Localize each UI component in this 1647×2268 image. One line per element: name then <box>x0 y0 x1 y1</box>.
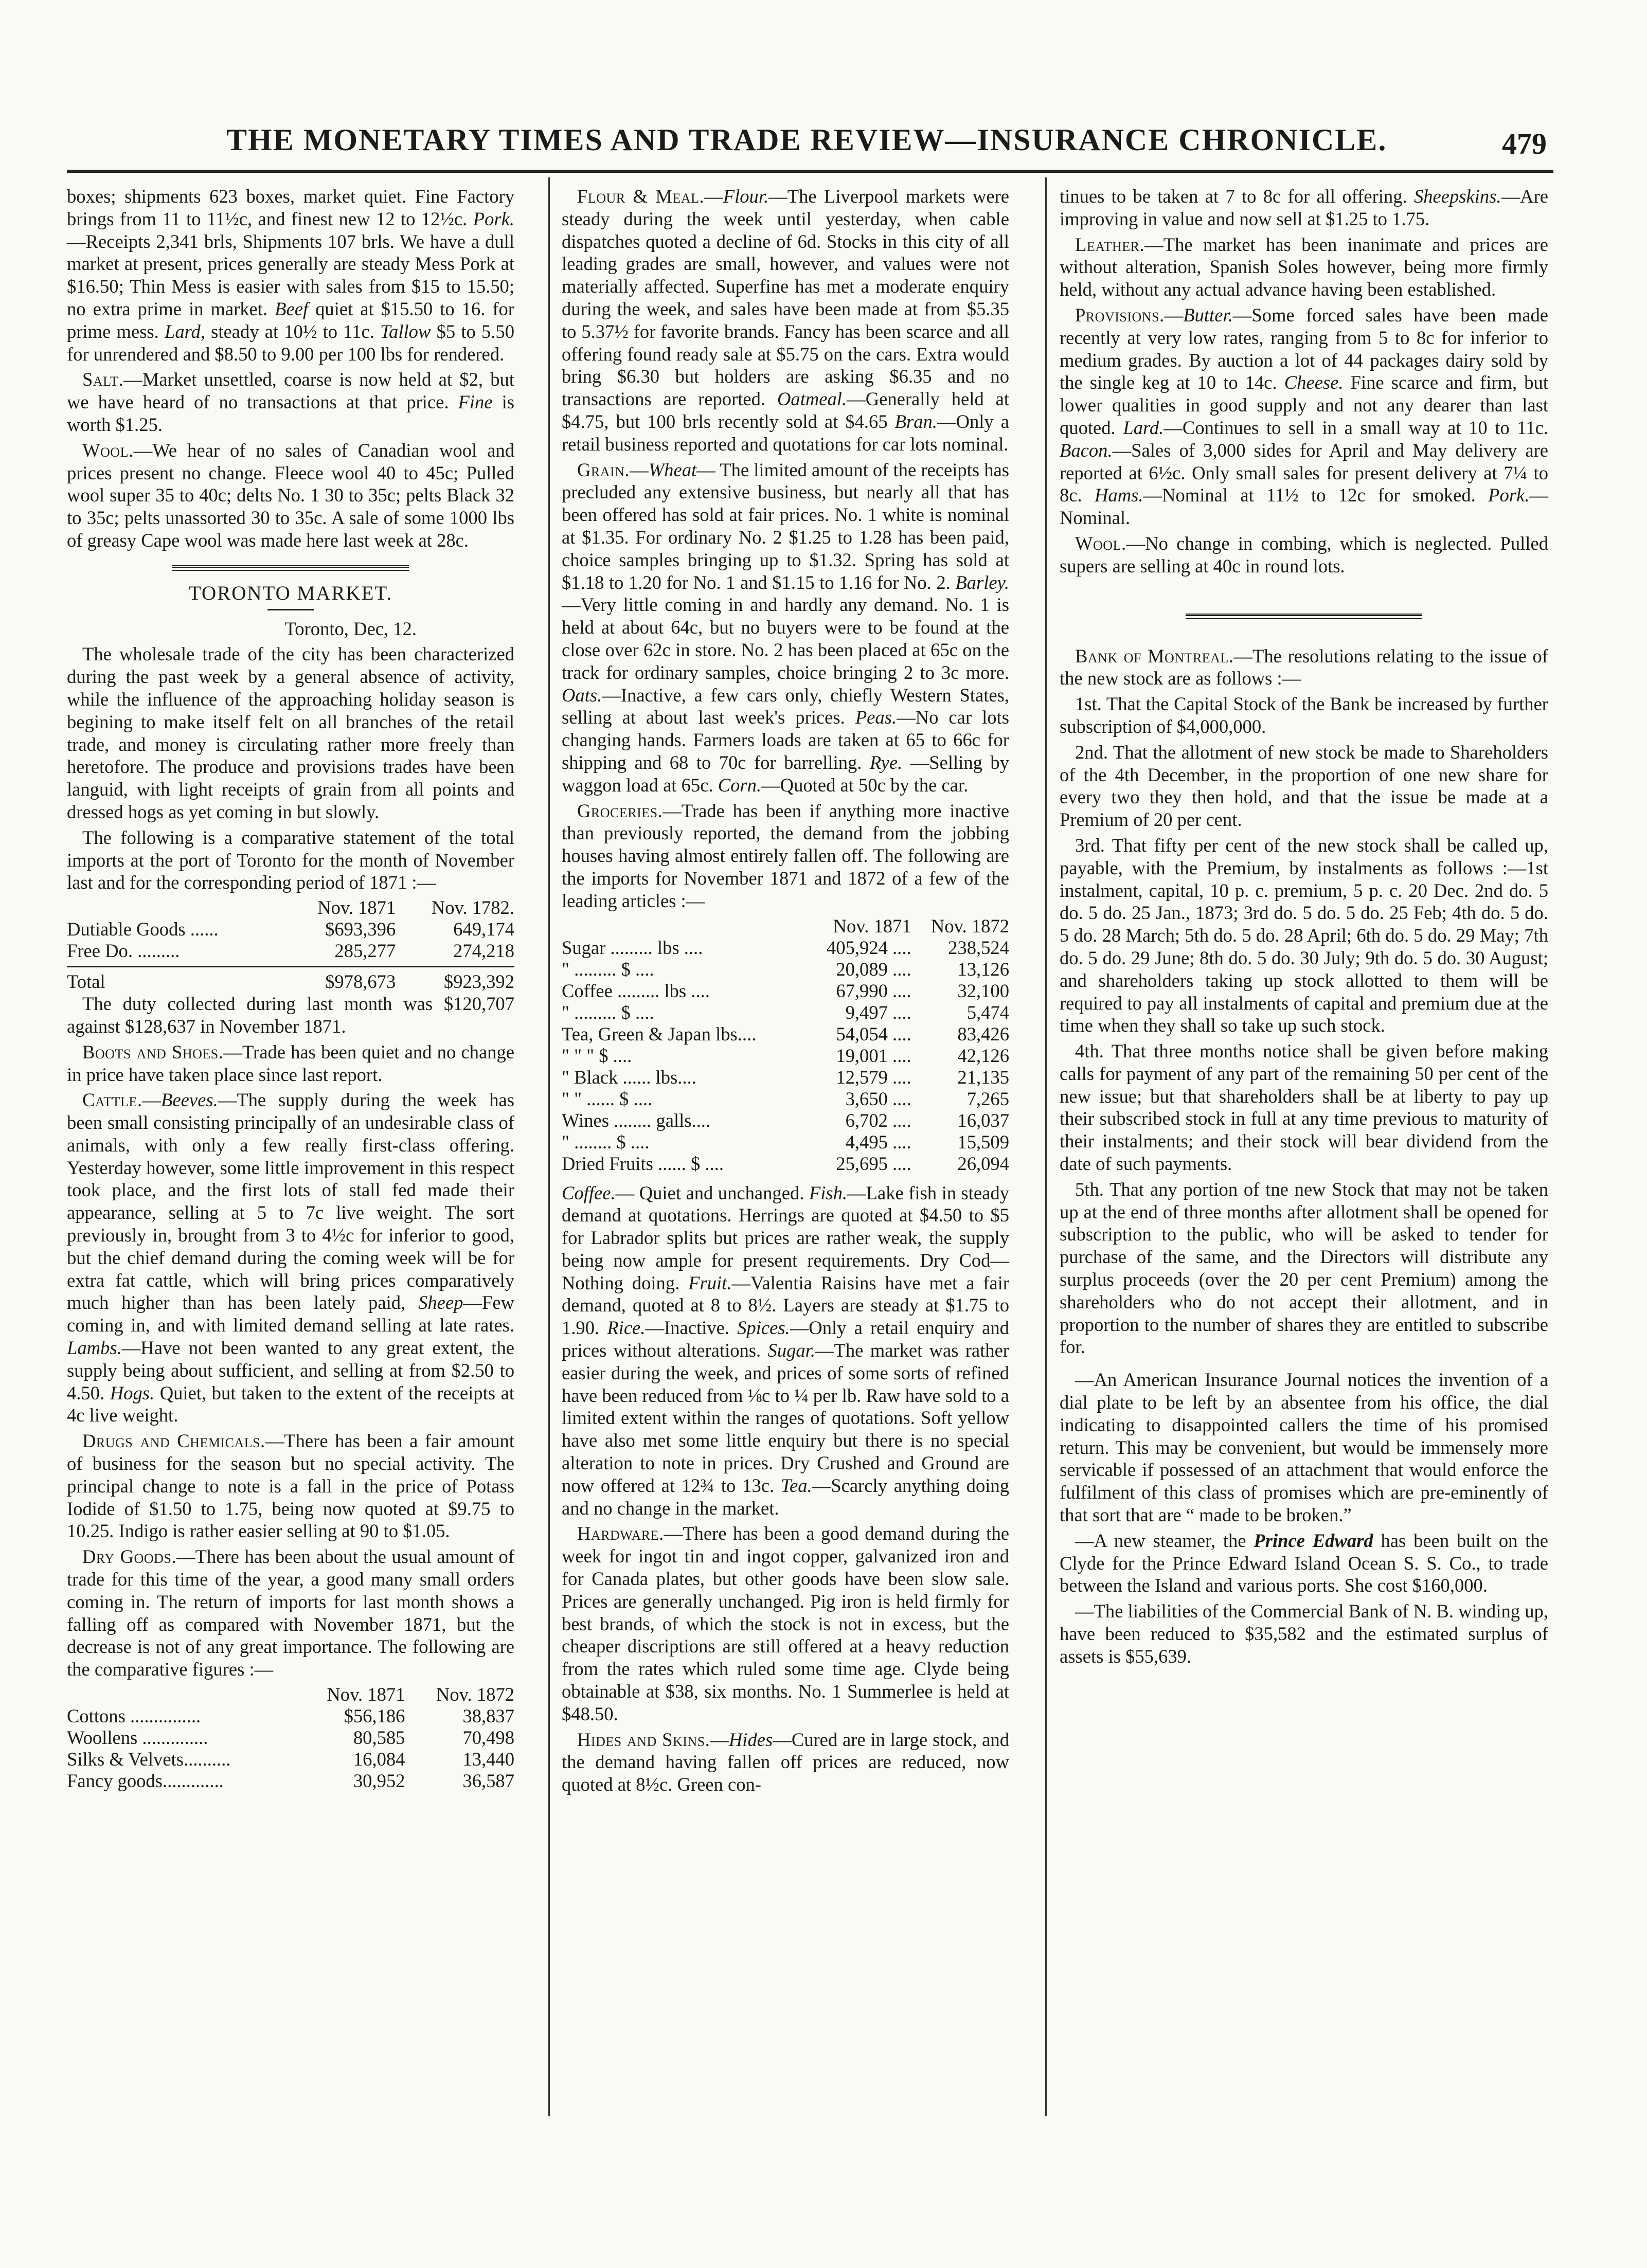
section-rule <box>1186 614 1422 619</box>
liabilities-paragraph: —The liabilities of the Commercial Bank of N. B. winding up, have been reduced to $35,582 and the estimated surplus of assets is $55,639. <box>1060 1600 1548 1667</box>
table-row: Fancy goods............. 30,952 36,587 <box>67 1770 514 1792</box>
masthead: THE MONETARY TIMES AND TRADE REVIEW—INSURANCE CHRONICLE. <box>226 123 1387 157</box>
leather-paragraph: Leather.—The market has been inanimate and prices are without alteration, Spanish Soles however, being more firmly held, without any actual advance having been established. <box>1060 233 1548 300</box>
section-heading: TORONTO MARKET. <box>188 582 393 604</box>
table-row: Dried Fruits ...... $ .... 25,695 .... 26,094 <box>562 1153 1009 1174</box>
imports-col-header: Nov. 1871 <box>317 897 396 919</box>
table-row: " " ...... $ .... 3,650 .... 7,265 <box>562 1088 1009 1109</box>
resolution-4: 4th. That three months notice shall be given before making calls for payment of any part of the remaining 50 per cent of the new issue; but that shareholders shall be at liberty to pay up their subscribed stock in full at any time previous to maturity of their instalments; and their stock will bear dividend from the date of such payments. <box>1060 1040 1548 1175</box>
table-row: Tea, Green & Japan lbs.... 54,054 .... 83,426 <box>562 1023 1009 1045</box>
bank-paragraph: Bank of Montreal.—The resolutions relating to the issue of the new stock are as follows :— <box>1060 645 1548 689</box>
table-row: Dutiable Goods ...... $693,396 649,174 <box>67 919 514 940</box>
column-rule-2 <box>1045 177 1047 2116</box>
imports-table <box>67 897 514 993</box>
wool-paragraph: Wool.—No change in combing, which is neglected. Pulled supers are selling at 40c in round lots. <box>1060 532 1548 577</box>
table-row: " Black ...... lbs.... 12,579 .... 21,135 <box>562 1066 1009 1088</box>
column-1 <box>67 185 514 1792</box>
table-row: Cottons ............... $56,186 38,837 <box>67 1705 514 1727</box>
wholesale-paragraph: The wholesale trade of the city has been characterized during the past week by a general absence of activity, while the influence of the approaching holiday season is begining to make itself felt on all branches of the retail trade, and money is circulating rather more freely than heretofore. The produce and provisions trades have been languid, with light receipts of grain from all points and dressed hogs as yet coming in but slowly. <box>67 643 514 822</box>
column-3 <box>1060 185 1548 1671</box>
following-paragraph: The following is a comparative statement of the total imports at the port of Toronto for the month of November last and for the corresponding period of 1871 :— <box>67 826 514 893</box>
hides-paragraph: Hides and Skins.—Hides—Cured are in large stock, and the demand having fallen off prices are reduced, now quoted at 8½c. Green con- <box>562 1729 1009 1795</box>
dry-col-header: Nov. 1872 <box>436 1684 514 1705</box>
table-row: " ......... $ .... 9,497 .... 5,474 <box>562 1001 1009 1023</box>
table-row: Silks & Velvets.......... 16,084 13,440 <box>67 1749 514 1770</box>
table-total-row: Total $978,673 $923,392 <box>67 971 514 993</box>
table-row: Free Do. ......... 285,277 274,218 <box>67 940 514 962</box>
table-row: " ........ $ .... 4,495 .... 15,509 <box>562 1131 1009 1153</box>
dry-goods-paragraph: Dry Goods.—There has been about the usual amount of trade for this time of the year, a good many small orders coming in. The return of imports for last month shows a falling off as compared with November 1871, but the decrease is not of any great importance. The following are the comparative figures :— <box>67 1546 514 1680</box>
total-rule <box>67 966 514 967</box>
coffee-paragraph: Coffee.— Quiet and unchanged. Fish.—Lake fish in steady demand at quotations. Herrings are quoted at $4.50 to $5 for Labrador splits but prices are rather weak, the supply being now ample for present requirements. Dry Cod—Nothing doing. Fruit.—Valentia Raisins have met a fair demand, quoted at 8 to 8½. Layers are steady at $1.75 to 1.90. Rice.—Inactive. Spices.—Only a retail enquiry and prices without alterations. Sugar.—The market was rather easier during the week, and prices of some sorts of refined have been reduced from ⅛c to ¼ per lb. Raw have sold to a limited extent within the ranges of quotations. Soft yellow have also met some little enquiry but there is no special alteration to note in prices. Dry Crushed and Ground are now offered at 12¾ to 13c. Tea.—Scarcly anything doing and no change in the market. <box>562 1182 1009 1519</box>
resolution-5: 5th. That any portion of tne new Stock that may not be taken up at the end of three months after allotment shall be opened for subscription to the public, who will be asked to tender for purchase of the same, and the Directors will distribute any surplus proceeds (over the 20 per cent Premium) among the shareholders who do not accept their allotment, and in proportion to the number of shares they are entitled to subscribe for. <box>1060 1178 1548 1358</box>
column-rule-1 <box>548 177 550 2116</box>
header-rule <box>67 170 1553 173</box>
imports-col-header: Nov. 1782. <box>431 897 514 919</box>
short-rule <box>267 609 314 610</box>
table-row: Woollens .............. 80,585 70,498 <box>67 1727 514 1749</box>
page-number: 479 <box>1502 127 1547 160</box>
resolution-3: 3rd. That fifty per cent of the new stock shall be called up, payable, with the Premium, by instalments as follows :—1st instalment, capital, 10 p. c. premium, 5 p. c. 20 Dec. 2nd do. 5 do. 5 do. 25 Jan., 1873; 3rd do. 5 do. 5 do. 25 Feb; 4th do. 5 do. 5 do. 28 March; 5th do. 5 do. 28 April; 6th do. 5 do. 29 May; 7th do. 5 do. 29 June; 8th do. 5 do. 30 July; 9th do. 5 do. 30 August; and shareholders taking up stock allotted to them will be required to pay all instalments of capital and premium due at the time when they shall so take up such stock. <box>1060 834 1548 1036</box>
insurance-paragraph: —An American Insurance Journal notices the invention of a dial plate to be left by an absentee from his office, the dial indicating to disappointed callers the time of his promised return. This may be convenient, but would be immensely more servicable if possessed of an attachment that would enforce the fulfilment of this class of promises which are pre-eminently of that sort that are “ made to be broken.” <box>1060 1369 1548 1526</box>
tinues-paragraph: tinues to be taken at 7 to 8c for all offering. Sheepskins.—Are improving in value and now sell at $1.25 to 1.75. <box>1060 186 1548 229</box>
wool-paragraph: Wool.—We hear of no sales of Canadian wool and prices present no change. Fleece wool 40 to 45c; Pulled wool super 35 to 40c; delts No. 1 30 to 35c; pelts Black 32 to 35c; pelts unassorted 30 to 35c. A sale of some 1000 lbs of greasy Cape wool was made here last week at 28c. <box>67 439 514 551</box>
hardware-paragraph: Hardware.—There has been a good demand during the week for ingot tin and ingot copper, galvanized iron and for Canada plates, but other goods have been slow sale. Prices are generally unchanged. Pig iron is held firmly for best brands, of which the stock is not in excess, but the cheaper discriptions are still offered at a heavy reduction from the rates which ruled some time age. Clyde being obtainable at $38, six months. No. 1 Summerlee is held at $48.50. <box>562 1523 1009 1724</box>
drugs-paragraph: Drugs and Chemicals.—There has been a fair amount of business for the season but no special activity. The principal change to note is a fall in the price of Potass Iodide of $1.50 to 1.75, being now quoted at $9.75 to 10.25. Indigo is rather easier selling at 90 to $1.05. <box>67 1430 514 1542</box>
table-row: Coffee ......... lbs .... 67,990 .... 32,100 <box>562 980 1009 1001</box>
salt-paragraph: Salt.—Market unsettled, coarse is now held at $2, but we have heard of no transactions at that price. Fine is worth $1.25. <box>67 369 514 435</box>
groceries-table <box>562 915 1009 1175</box>
resolution-2: 2nd. That the allotment of new stock be made to Shareholders of the 4th December, in the proportion of one new share for every two they then hold, and that the issue be made at a Premium of 20 per cent. <box>1060 741 1548 831</box>
table-row: " " " $ .... 19,001 .... 42,126 <box>562 1045 1009 1066</box>
cheese-paragraph: boxes; shipments 623 boxes, market quiet. Fine Factory brings from 11 to 11½c, and finest new 12 to 12½c. Pork.—Receipts 2,341 brls, Shipments 107 brls. We have a dull market at present, prices generally are steady Mess Pork at $16.50; Thin Mess is easier with sales from $15 to 15.50; no extra prime in market. Beef quiet at $15.50 to 16. for prime mess. Lard, steady at 10½ to 11c. Tallow $5 to 5.50 for unrendered and $8.50 to 9.00 per 100 lbs for rendered. <box>67 186 514 365</box>
dateline: Toronto, Dec, 12. <box>284 618 417 639</box>
steamer-paragraph: —A new steamer, the Prince Edward has been built on the Clyde for the Prince Edward Island Ocean S. S. Co., to trade between the Island and various ports. She cost $160,000. <box>1060 1529 1548 1596</box>
groc-col-header: Nov. 1872 <box>930 915 1009 937</box>
column-2 <box>562 185 1009 1799</box>
resolution-1: 1st. That the Capital Stock of the Bank be increased by further subscription of $4,000,000. <box>1060 693 1548 737</box>
groc-col-header: Nov. 1871 <box>833 915 911 937</box>
cattle-paragraph: Cattle.—Beeves.—The supply during the week has been small consisting principally of an undesirable class of animals, with only a few really first-class offering. Yesterday however, some little improvement in this respect took place, and the first lots of stall fed made their appearance, selling at 5 to 7c live weight. The sort previously in, brought from 3 to 4½c for inferior to good, but the chief demand during the coming week will be for extra fat cattle, which will bring prices comparatively much higher than has been lately paid, Sheep—Few coming in, and with limited demand selling at late rates. Lambs.—Have not been wanted to any great extent, the supply being about sufficient, and selling at from $2.50 to 4.50. Hogs. Quiet, but taken to the extent of the receipts at 4c live weight. <box>67 1089 514 1426</box>
table-row: " ......... $ .... 20,089 .... 13,126 <box>562 958 1009 980</box>
flour-paragraph: Flour & Meal.—Flour.—The Liverpool markets were steady during the week until yesterday, when cable dispatches quoted a decline of 6d. Stocks in this city of all leading grades are small, however, and values were not materially affected. Superfine has met a moderate enquiry during the week, and sales have been made at from $5.35 to 5.37½ for favorite brands. Fancy has been scarce and all offering found ready sale at $5.75 on the cars. Extra would bring $6.30 but holders are asking $6.35 and no transactions are reported. Oatmeal.—Generally held at $4.75, but 100 brls recently sold at $4.65 Bran.—Only a retail business reported and quotations for car lots nominal. <box>562 186 1009 455</box>
section-rule <box>172 565 409 571</box>
groceries-paragraph: Groceries.—Trade has been if anything more inactive than previously reported, the demand from the jobbing houses having almost entirely fallen off. The following are the imports for November 1871 and 1872 of a few of the leading articles :— <box>562 800 1009 911</box>
dry-col-header: Nov. 1871 <box>327 1684 405 1705</box>
dry-goods-table <box>67 1684 514 1792</box>
table-row: Sugar ......... lbs .... 405,924 .... 238,524 <box>562 937 1009 958</box>
provisions-paragraph: Provisions.—Butter.—Some forced sales have been made recently at very low rates, ranging from 5 to 8c for inferior to medium grades. By auction a lot of 44 packages dairy sold by the single keg at 10 to 14c. Cheese. Fine scarce and firm, but lower qualities in good supply and not any dearer than last quoted. Lard.—Continues to sell in a small way at 10 to 11c. Bacon.—Sales of 3,000 sides for April and May delivery are reported at 6½c. Only small sales for present delivery at 7¼ to 8c. Hams.—Nominal at 11½ to 12c for smoked. Pork.—Nominal. <box>1060 304 1548 529</box>
grain-paragraph: Grain.—Wheat— The limited amount of the receipts has precluded any extensive business, but nearly all that has been offered has sold at fair prices. No. 1 white is nominal at $1.35. For ordinary No. 2 $1.25 to 1.28 has been paid, choice samples bringing up to $1.32. Spring has sold at $1.18 to 1.20 for No. 1 and $1.15 to 1.16 for No. 2. Barley.—Very little coming in and hardly any demand. No. 1 is held at about 64c, but no buyers were to be found at the close over 62c in store. No. 2 has been placed at 65c on the track for ordinary samples, choice bringing 2 to 3c more. Oats.—Inactive, a few cars only, chiefly Western States, selling at about last week's prices. Peas.—No car lots changing hands. Farmers loads are taken at 65 to 66c for shipping and 68 to 70c for barrelling. Rye. —Selling by waggon load at 65c. Corn.—Quoted at 50c by the car. <box>562 459 1009 796</box>
boots-paragraph: Boots and Shoes.—Trade has been quiet and no change in price have taken place since last report. <box>67 1041 515 1085</box>
table-row: Wines ........ galls.... 6,702 .... 16,037 <box>562 1109 1009 1131</box>
duty-paragraph: The duty collected during last month was $120,707 against $128,637 in November 1871. <box>67 993 514 1037</box>
